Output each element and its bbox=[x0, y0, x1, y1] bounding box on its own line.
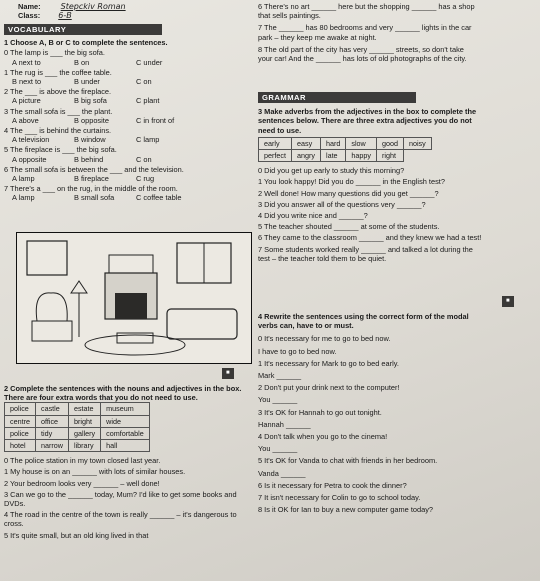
option: B next to bbox=[12, 77, 42, 87]
exercise-1-question: 7 There's a ___ on the rug, in the middle of the room. bbox=[4, 184, 178, 194]
adjective-box bbox=[258, 137, 432, 162]
exercise-4-item: Vanda ______ bbox=[258, 468, 306, 478]
adjective-box-cell: angry bbox=[291, 150, 320, 162]
word-box-cell: bright bbox=[68, 415, 100, 427]
name-value: Stepckiv Roman bbox=[60, 2, 126, 11]
option: B small sofa bbox=[74, 193, 115, 203]
exercise-1-list bbox=[4, 48, 258, 202]
option: C on bbox=[136, 77, 152, 87]
living-room-illustration bbox=[16, 232, 252, 364]
exercise-1-options bbox=[4, 155, 258, 164]
name-label: Name: bbox=[18, 2, 41, 11]
exercise-3-list bbox=[258, 166, 484, 263]
exercise-1-question: 2 The ___ is above the fireplace. bbox=[4, 87, 112, 97]
option: C under bbox=[136, 57, 163, 67]
exercise-2-list bbox=[4, 456, 258, 540]
exercise-4-list bbox=[258, 334, 478, 514]
adjective-box-cell: early bbox=[259, 137, 292, 149]
option: B window bbox=[74, 135, 106, 145]
exercise-4-item: You ______ bbox=[258, 444, 298, 454]
adjective-box-cell: easy bbox=[291, 137, 320, 149]
exercise-2-item: 3 Can we go to the ______ today, Mum? I'd like to get some books and DVDs. bbox=[4, 489, 237, 509]
word-box-row bbox=[5, 427, 150, 439]
option: C lamp bbox=[136, 135, 160, 145]
word-box-cell: hall bbox=[101, 440, 150, 452]
exercise-1-question: 0 The lamp is ___ the big sofa. bbox=[4, 48, 105, 58]
word-box-cell: police bbox=[5, 427, 36, 439]
option: C coffee table bbox=[136, 193, 182, 203]
page-marker: ■ bbox=[222, 368, 234, 379]
exercise-2-item: 4 The road in the centre of the town is really ______ – it's dangerous to cross. bbox=[4, 510, 237, 529]
grammar-section bbox=[258, 92, 484, 265]
option: A television bbox=[12, 135, 50, 145]
exercise-1-question: 6 The small sofa is between the ___ and the television. bbox=[4, 164, 184, 174]
exercise-4-title: 4 Rewrite the sentences using the correct form of the modal verbs can, have to or must. bbox=[258, 312, 469, 331]
adjective-box-cell: slow bbox=[346, 137, 377, 149]
vocab-continued-list bbox=[258, 2, 478, 66]
adjective-box-cell: right bbox=[376, 150, 403, 162]
exercise-3-item: 6 They came to the classroom ______ and they knew we had a test! bbox=[258, 233, 482, 243]
vocab-continued-item: 8 The old part of the city has very ______ streets, so don't take your car! And the ______ has lots of old photographs of the city. bbox=[258, 44, 467, 64]
adjective-box-cell: perfect bbox=[259, 150, 292, 162]
exercise-1-options bbox=[4, 96, 258, 105]
exercise-4-item: 6 Is it necessary for Petra to cook the dinner? bbox=[258, 480, 407, 490]
option: B under bbox=[74, 77, 100, 87]
exercise-3-item: 7 Some students worked really ______ and talked a lot during the test – the teacher told them to be quiet. bbox=[258, 244, 473, 263]
exercise-2-title: 2 Complete the sentences with the nouns and adjectives in the box. There are four extra words that you do not need to use. bbox=[4, 384, 242, 403]
exercise-4-item: 3 It's OK for Hannah to go out tonight. bbox=[258, 407, 382, 417]
room-drawing bbox=[17, 233, 251, 363]
option: B big sofa bbox=[74, 96, 107, 106]
exercise-1-question: 3 The small sofa is ___ the plant. bbox=[4, 106, 113, 116]
word-box-row bbox=[5, 440, 150, 452]
exercise-2-item: 5 It's quite small, but an old king lived in that bbox=[4, 530, 149, 540]
class-value: 6-B bbox=[58, 11, 72, 21]
adjective-box-row bbox=[259, 150, 432, 162]
word-box-row bbox=[5, 415, 150, 427]
option: A lamp bbox=[12, 174, 35, 184]
option: A picture bbox=[12, 96, 41, 106]
option: C on bbox=[136, 154, 152, 164]
page-marker-2: ■ bbox=[502, 296, 514, 307]
exercise-1-question: 1 The rug is ___ the coffee table. bbox=[4, 67, 112, 77]
exercise-4-item: 5 It's OK for Vanda to chat with friends in her bedroom. bbox=[258, 456, 438, 466]
option: B fireplace bbox=[74, 174, 109, 184]
exercise-4-item: You ______ bbox=[258, 395, 298, 405]
adjective-box-cell: good bbox=[376, 137, 403, 149]
exercise-3-item: 1 You look happy! Did you do ______ in the English test? bbox=[258, 177, 445, 187]
exercise-2-item: 0 The police station in my town closed last year. bbox=[4, 456, 161, 466]
option: A next to bbox=[12, 57, 41, 67]
exercise-1-question: 5 The fireplace is ___ the big sofa. bbox=[4, 145, 117, 155]
option: B opposite bbox=[74, 115, 109, 125]
word-box-cell: narrow bbox=[35, 440, 68, 452]
exercise-4-item: 4 Don't talk when you go to the cinema! bbox=[258, 432, 388, 442]
exercise-4-item: 2 Don't put your drink next to the computer! bbox=[258, 383, 400, 393]
exercise-4-item: I have to go to bed now. bbox=[258, 346, 337, 356]
word-box-cell: centre bbox=[5, 415, 36, 427]
option: A opposite bbox=[12, 154, 47, 164]
exercise-4 bbox=[258, 312, 478, 517]
exercise-3-title: 3 Make adverbs from the adjectives in the box to complete the sentences below. There are three extra adjectives you do not need to use. bbox=[258, 107, 477, 135]
word-box-cell: wide bbox=[101, 415, 150, 427]
exercise-4-item: Mark ______ bbox=[258, 371, 302, 381]
option: A above bbox=[12, 115, 39, 125]
student-header bbox=[18, 2, 258, 20]
exercise-4-item: 7 It isn't necessary for Colin to go to school today. bbox=[258, 493, 421, 503]
option: B behind bbox=[74, 154, 104, 164]
exercise-4-item: 0 It's necessary for me to go to bed now. bbox=[258, 334, 391, 344]
option: C in front of bbox=[136, 115, 175, 125]
word-box-cell: gallery bbox=[68, 427, 100, 439]
adjective-box-cell: noisy bbox=[403, 137, 431, 149]
exercise-4-item: 8 Is it OK for Ian to buy a new computer game today? bbox=[258, 505, 434, 515]
exercise-2 bbox=[4, 384, 258, 542]
adjective-box-cell: late bbox=[320, 150, 345, 162]
exercise-3-item: 0 Did you get up early to study this morning? bbox=[258, 166, 405, 176]
adjective-box-cell: happy bbox=[346, 150, 377, 162]
adjective-box-cell: hard bbox=[320, 137, 345, 149]
exercise-1-title: 1 Choose A, B or C to complete the sentences. bbox=[4, 38, 168, 48]
word-box-cell: estate bbox=[68, 403, 100, 415]
class-label: Class: bbox=[18, 11, 41, 21]
word-box bbox=[4, 402, 150, 452]
exercise-2-item: 2 Your bedroom looks very ______ – well done! bbox=[4, 478, 160, 488]
word-box-cell: hotel bbox=[5, 440, 36, 452]
word-box-row bbox=[5, 403, 150, 415]
option: C plant bbox=[136, 96, 160, 106]
word-box-cell: library bbox=[68, 440, 100, 452]
option: C rug bbox=[136, 174, 155, 184]
exercise-2-item: 1 My house is on an ______ with lots of similar houses. bbox=[4, 467, 186, 477]
vocab-continued-item: 6 There's no art ______ here but the shopping ______ has a shop that sells paintings. bbox=[258, 2, 475, 21]
exercise-1-options bbox=[4, 193, 258, 202]
exercise-1-options bbox=[4, 135, 258, 144]
exercise-1-options bbox=[4, 77, 258, 86]
exercise-1-options bbox=[4, 116, 258, 125]
grammar-bar: GRAMMAR bbox=[258, 92, 416, 103]
word-box-cell: police bbox=[5, 403, 36, 415]
word-box-cell: museum bbox=[101, 403, 150, 415]
exercise-1-options bbox=[4, 174, 258, 183]
exercise-3-item: 3 Did you answer all of the questions very ______? bbox=[258, 199, 426, 209]
exercise-3-item: 4 Did you write nice and ______? bbox=[258, 211, 368, 221]
vocab-continued-item: 7 The ______ has 80 bedrooms and very ______ lights in the car park – they keep me awake at night. bbox=[258, 23, 472, 42]
word-box-cell: comfortable bbox=[101, 427, 150, 439]
exercise-3-item: 5 The teacher shouted ______ at some of the students. bbox=[258, 222, 440, 232]
adjective-box-row bbox=[259, 137, 432, 149]
exercise-1-options bbox=[4, 58, 258, 67]
option: B on bbox=[74, 57, 90, 67]
exercise-4-item: 1 It's necessary for Mark to go to bed early. bbox=[258, 358, 399, 368]
exercise-1-question: 4 The ___ is behind the curtains. bbox=[4, 126, 112, 136]
option: A lamp bbox=[12, 193, 35, 203]
word-box-cell: castle bbox=[35, 403, 68, 415]
word-box-cell: tidy bbox=[35, 427, 68, 439]
exercise-3-item: 2 Well done! How many questions did you get ______? bbox=[258, 188, 439, 198]
word-box-cell: office bbox=[35, 415, 68, 427]
vocabulary-bar: VOCABULARY bbox=[4, 24, 162, 35]
exercise-4-item: Hannah ______ bbox=[258, 419, 311, 429]
vocabulary-section bbox=[4, 24, 258, 203]
